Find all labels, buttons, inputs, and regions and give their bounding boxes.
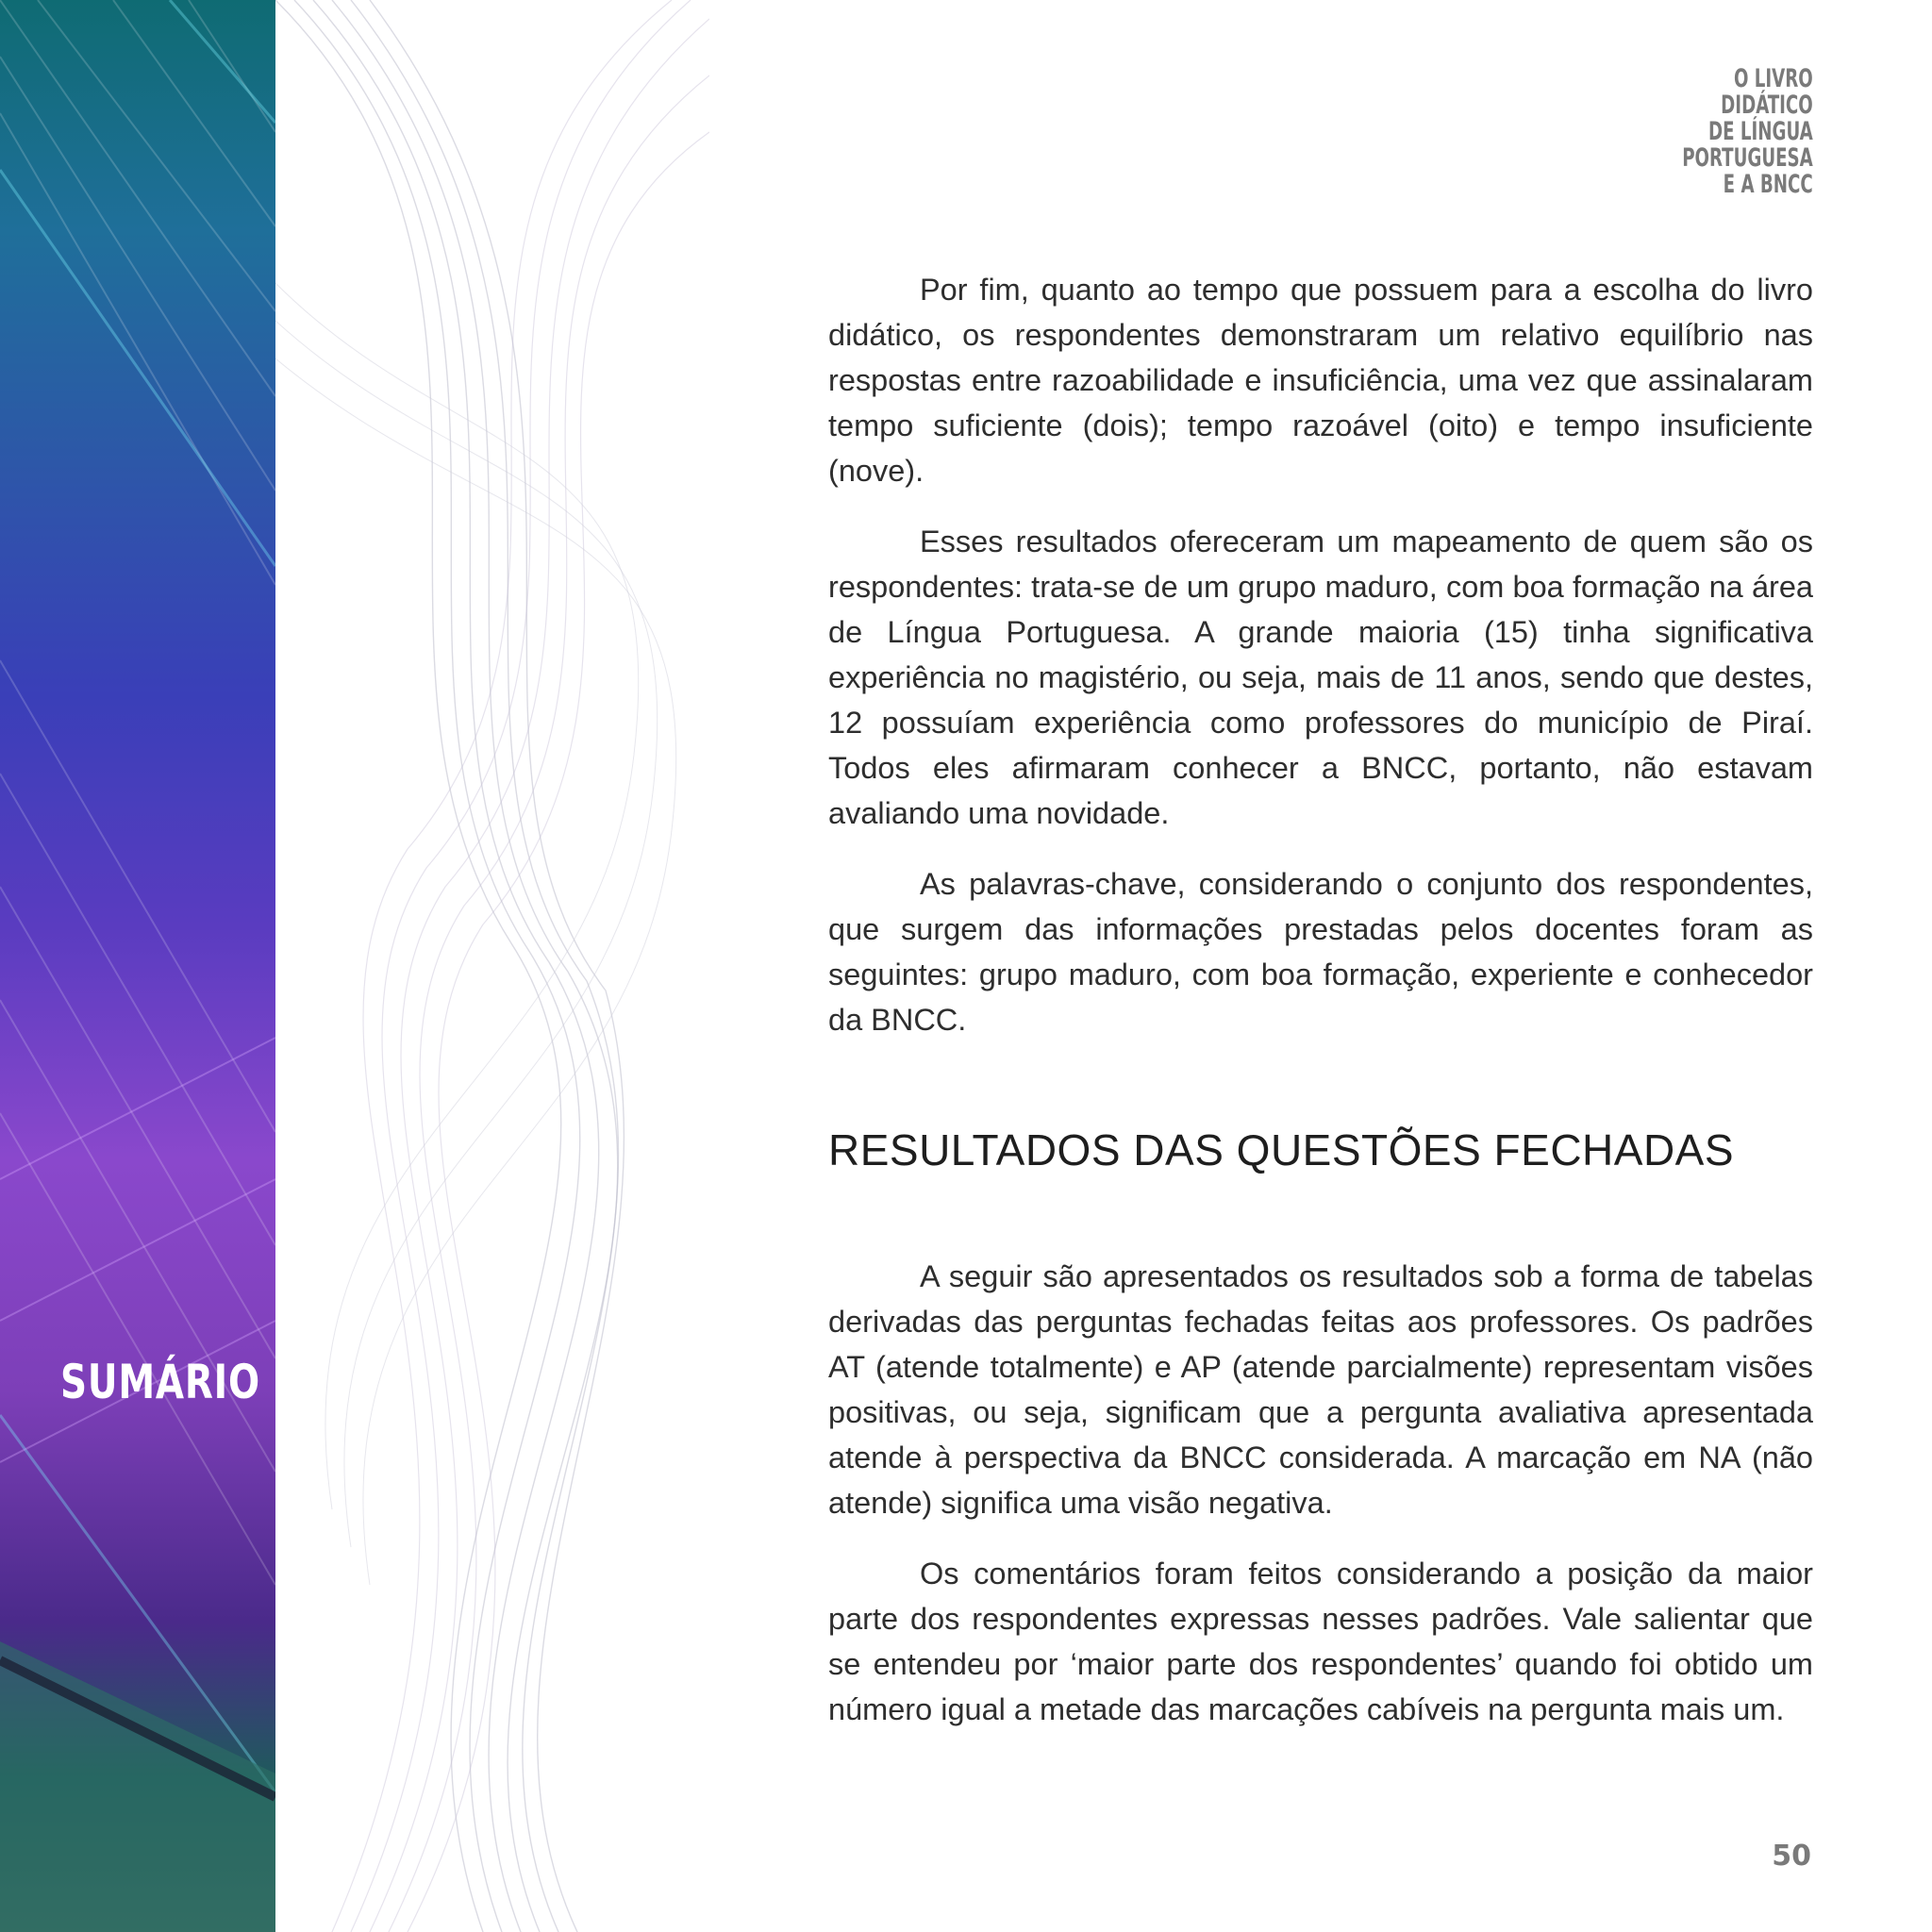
main-content [828,267,1813,1757]
book-title-line: E A BNCC [1723,170,1813,199]
book-title-line: DE LÍNGUA [1708,117,1813,146]
section-heading: RESULTADOS DAS QUESTÕES FECHADAS [828,1125,1735,1174]
body-paragraph: Os comentários foram feitos considerando a posição da maior parte dos respondentes expressas nesses padrões. Vale salientar que se entendeu por ‘maior parte dos respondentes’ quando foi obtido um número igual a metade das marcações cabíveis na pergunta mais um. [828,1557,1813,1726]
body-paragraph: As palavras-chave, considerando o conjunto dos respondentes, que surgem das informações prestadas pelos docentes foram as seguintes: grupo maduro, com boa formação, experiente e conhecedor da BNCC. [828,867,1813,1037]
book-title [1639,66,1813,198]
decorative-waves [275,0,709,1932]
book-title-line: DIDÁTICO [1721,91,1813,120]
body-paragraph: A seguir são apresentados os resultados sob a forma de tabelas derivadas das perguntas fechadas feitas aos professores. Os padrões AT (atende totalmente) e AP (atende parcialmente) representam visões positivas, ou seja, significam que a pergunta avaliativa apresentada atende à perspectiva da BNCC considerada. A marcação em NA (não atende) significa uma visão negativa. [828,1259,1813,1520]
page-number: 50 [1772,1840,1811,1873]
book-title-line: O LIVRO [1734,64,1813,93]
body-paragraph: Esses resultados ofereceram um mapeamento de quem são os respondentes: trata-se de um grupo maduro, com boa formação na área de Língua Portuguesa. A grande maioria (15) tinha significativa experiência no magistério, ou seja, mais de 11 anos, sendo que destes, 12 possuíam experiência como professores do município de Piraí. Todos eles afirmaram conhecer a BNCC, portanto, não estavam avaliando uma novidade. [828,525,1813,830]
book-title-line: PORTUGUESA [1682,143,1813,173]
summary-link[interactable]: SUMÁRIO [60,1355,260,1409]
sidebar-light-streaks [0,0,275,1932]
sidebar-panel [0,0,275,1932]
body-paragraph: Por fim, quanto ao tempo que possuem para a escolha do livro didático, os respondentes demonstraram um relativo equilíbrio nas respostas entre razoabilidade e insuficiência, uma vez que assinalaram tempo suficiente (dois); tempo razoável (oito) e tempo insuficiente (nove). [828,273,1813,488]
